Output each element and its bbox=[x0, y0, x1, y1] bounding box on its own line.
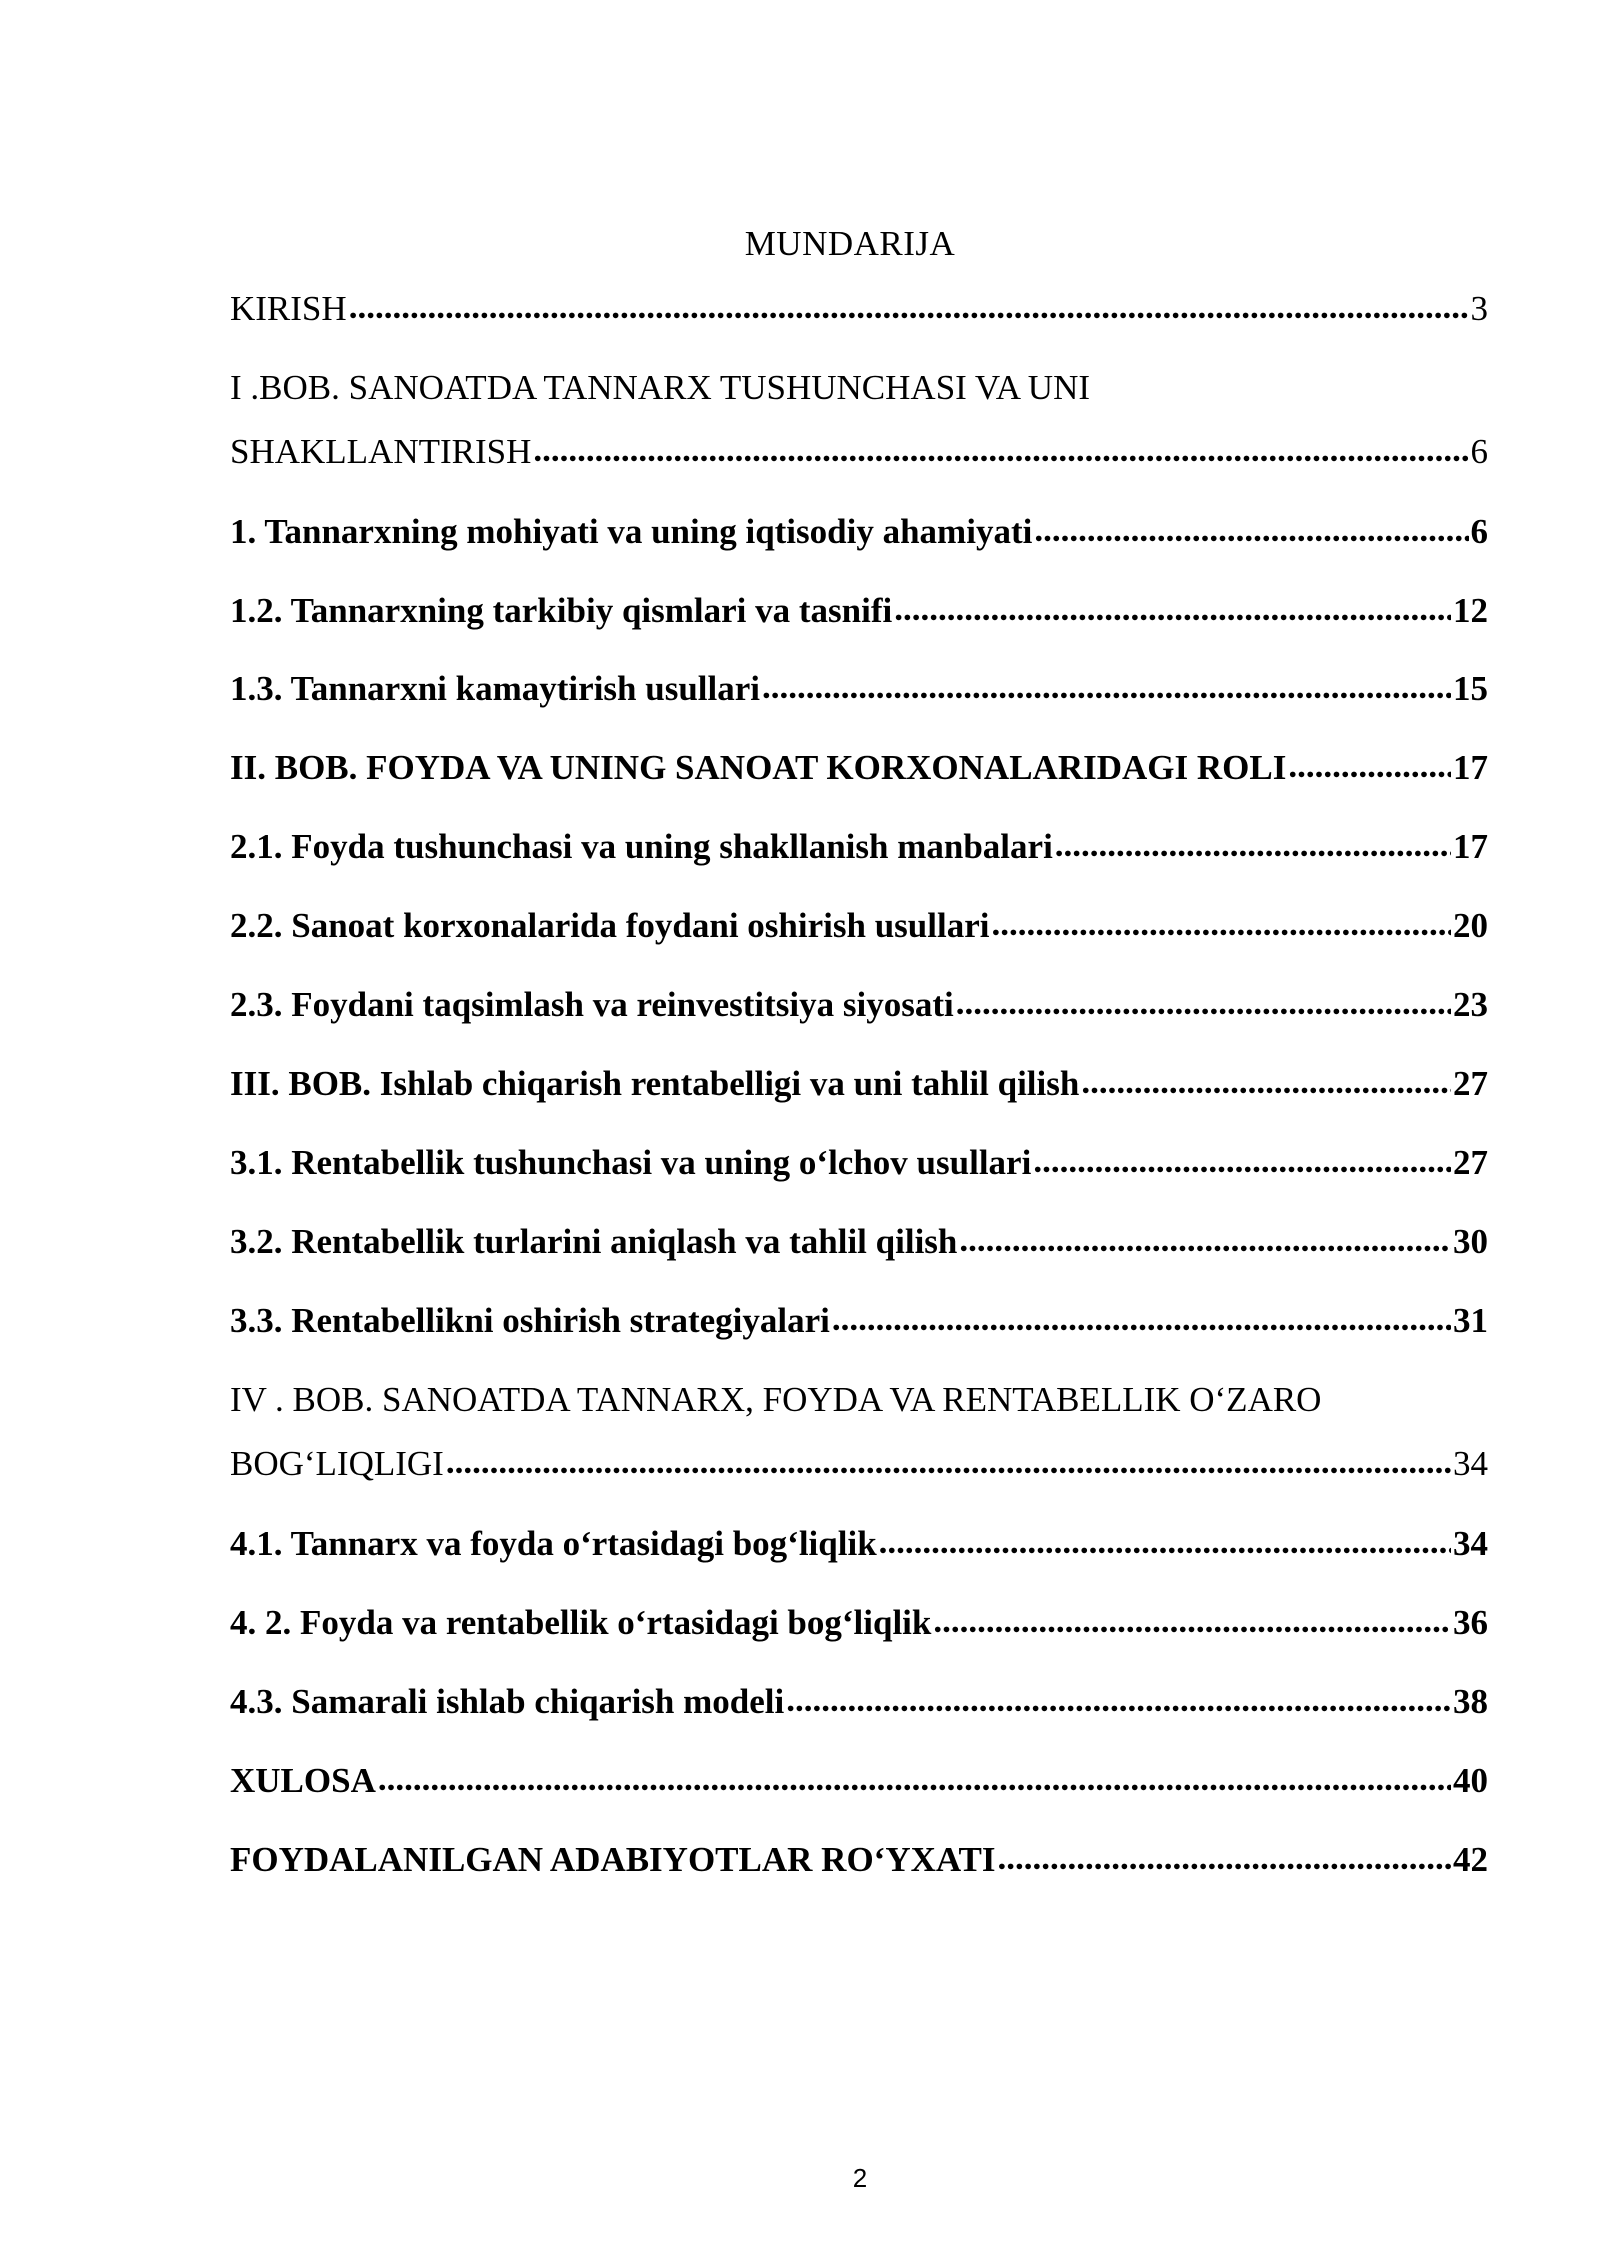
toc-entry-text: FOYDALANILGAN ADABIYOTLAR RO‘YXATI bbox=[230, 1840, 996, 1879]
toc-page-number: 34 bbox=[1453, 1444, 1488, 1483]
toc-entry-text-line1: I .BOB. SANOATDA TANNARX TUSHUNCHASI VA UNI bbox=[230, 368, 1090, 407]
toc-entry-xulosa[interactable] bbox=[230, 1761, 1488, 1801]
toc-entry-1-2[interactable] bbox=[230, 591, 1488, 631]
toc-entry-3-3[interactable] bbox=[230, 1301, 1488, 1341]
toc-page-number: 17 bbox=[1453, 827, 1488, 866]
dot-leader bbox=[1055, 825, 1451, 865]
toc-page-number: 6 bbox=[1470, 512, 1488, 551]
toc-entry-4-1[interactable] bbox=[230, 1524, 1488, 1564]
toc-entry-text: KIRISH bbox=[230, 289, 347, 328]
toc-entry-1-3[interactable] bbox=[230, 669, 1488, 709]
toc-entry-3-1[interactable] bbox=[230, 1143, 1488, 1183]
toc-entry-text: XULOSA bbox=[230, 1761, 376, 1800]
dot-leader bbox=[1034, 510, 1468, 550]
toc-page-number: 31 bbox=[1453, 1301, 1488, 1340]
dot-leader bbox=[762, 667, 1451, 707]
toc-entry-chapter-2[interactable] bbox=[230, 748, 1488, 788]
toc-entry-text: 4. 2. Foyda va rentabellik o‘rtasidagi bog‘liqlik bbox=[230, 1603, 932, 1642]
toc-entry-text: 2.2. Sanoat korxonalarida foydani oshirish usullari bbox=[230, 906, 990, 945]
toc-page-number: 23 bbox=[1453, 985, 1488, 1024]
toc-page-number: 6 bbox=[1470, 432, 1488, 471]
toc-entry-kirish[interactable] bbox=[230, 289, 1488, 329]
toc-entry-text: 1.2. Tannarxning tarkibiy qismlari va tasnifi bbox=[230, 591, 893, 630]
toc-page-number: 38 bbox=[1453, 1682, 1488, 1721]
toc-entry-text: 3.3. Rentabellikni oshirish strategiyalari bbox=[230, 1301, 830, 1340]
dot-leader bbox=[933, 1601, 1451, 1641]
toc-entry-3-2[interactable] bbox=[230, 1222, 1488, 1262]
toc-page-number: 30 bbox=[1453, 1222, 1488, 1261]
toc-entry-2-2[interactable] bbox=[230, 906, 1488, 946]
toc-entry-text: SHAKLLANTIRISH bbox=[230, 432, 532, 471]
dot-leader bbox=[533, 430, 1468, 470]
dot-leader bbox=[956, 983, 1451, 1023]
toc-entry-chapter-3[interactable] bbox=[230, 1064, 1488, 1104]
toc-entry-text: 1.3. Tannarxni kamaytirish usullari bbox=[230, 669, 761, 708]
dot-leader bbox=[786, 1680, 1451, 1720]
toc-entry-text: III. BOB. Ishlab chiqarish rentabelligi va uni tahlil qilish bbox=[230, 1064, 1080, 1103]
dot-leader bbox=[349, 287, 1469, 327]
toc-entry-text: 2.3. Foydani taqsimlash va reinvestitsiya siyosati bbox=[230, 985, 954, 1024]
dot-leader bbox=[879, 1522, 1451, 1562]
toc-entry-text: 4.3. Samarali ishlab chiqarish modeli bbox=[230, 1682, 785, 1721]
toc-entry-4-2[interactable] bbox=[230, 1603, 1488, 1643]
toc-page-number: 3 bbox=[1470, 289, 1488, 328]
toc-entry-4-3[interactable] bbox=[230, 1682, 1488, 1722]
toc-entry-2-3[interactable] bbox=[230, 985, 1488, 1025]
dot-leader bbox=[998, 1838, 1451, 1878]
footer-page-number: 2 bbox=[852, 2163, 868, 2193]
dot-leader bbox=[832, 1299, 1451, 1339]
dot-leader bbox=[991, 904, 1451, 944]
toc-entry-text: II. BOB. FOYDA VA UNING SANOAT KORXONALARIDAGI ROLI bbox=[230, 748, 1287, 787]
toc-page-number: 15 bbox=[1453, 669, 1488, 708]
toc-entry-text: BOG‘LIQLIGI bbox=[230, 1444, 444, 1483]
toc-page-number: 27 bbox=[1453, 1064, 1488, 1103]
toc-page-number: 12 bbox=[1453, 591, 1488, 630]
toc-entry-references[interactable] bbox=[230, 1840, 1488, 1880]
dot-leader bbox=[894, 589, 1451, 629]
toc-entry-text: 3.1. Rentabellik tushunchasi va uning o‘lchov usullari bbox=[230, 1143, 1032, 1182]
toc-entry-text: 2.1. Foyda tushunchasi va uning shakllanish manbalari bbox=[230, 827, 1053, 866]
toc-entry-text-line1: IV . BOB. SANOATDA TANNARX, FOYDA VA RENTABELLIK O‘ZARO bbox=[230, 1380, 1322, 1419]
dot-leader bbox=[959, 1220, 1451, 1260]
dot-leader bbox=[1033, 1141, 1451, 1181]
toc-entry-chapter-4[interactable] bbox=[230, 1380, 1488, 1484]
toc-entry-text: 4.1. Tannarx va foyda o‘rtasidagi bog‘liqlik bbox=[230, 1524, 877, 1563]
page-title: MUNDARIJA bbox=[744, 224, 956, 263]
dot-leader bbox=[446, 1442, 1451, 1482]
toc-entry-text: 3.2. Rentabellik turlarini aniqlash va tahlil qilish bbox=[230, 1222, 958, 1261]
toc-entry-1-1[interactable] bbox=[230, 512, 1488, 552]
toc-entry-text: 1. Tannarxning mohiyati va uning iqtisodiy ahamiyati bbox=[230, 512, 1033, 551]
toc-entry-chapter-1[interactable] bbox=[230, 368, 1488, 472]
dot-leader bbox=[378, 1759, 1451, 1799]
toc-page-number: 36 bbox=[1453, 1603, 1488, 1642]
toc-page-number: 20 bbox=[1453, 906, 1488, 945]
toc-page-number: 34 bbox=[1453, 1524, 1488, 1563]
dot-leader bbox=[1288, 746, 1451, 786]
toc-entry-2-1[interactable] bbox=[230, 827, 1488, 867]
toc-page-number: 40 bbox=[1453, 1761, 1488, 1800]
toc-page-number: 27 bbox=[1453, 1143, 1488, 1182]
dot-leader bbox=[1081, 1062, 1451, 1102]
toc-page-number: 17 bbox=[1453, 748, 1488, 787]
toc-page-number: 42 bbox=[1453, 1840, 1488, 1879]
